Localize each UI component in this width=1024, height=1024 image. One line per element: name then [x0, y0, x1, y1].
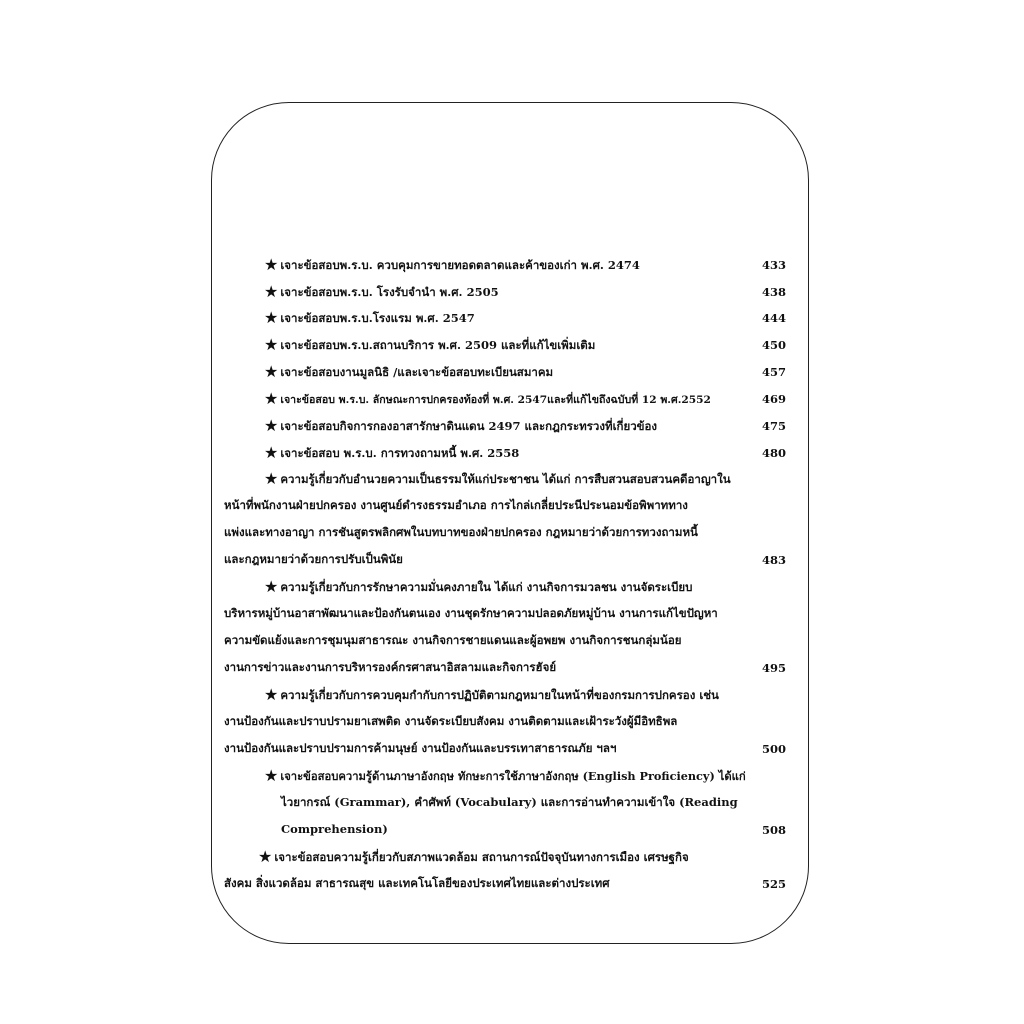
toc-page-number: 457: [762, 365, 787, 379]
toc-page-number: 433: [762, 258, 787, 272]
toc-entry-text: เจาะข้อสอบพ.ร.บ.สถานบริการ พ.ศ. 2509 และที่แก้ไขเพิ่มเติม: [280, 338, 596, 352]
toc-entry-line: ไวยากรณ์ (Grammar), คำศัพท์ (Vocabulary) และการอ่านทำความเข้าใจ (Reading: [281, 795, 738, 809]
star-icon: ★: [264, 443, 279, 462]
toc-page-number: 475: [762, 419, 787, 433]
toc-page-number: 508: [762, 823, 787, 837]
toc-entry-line: แพ่งและทางอาญา การชันสูตรพลิกศพในบทบาทของฝ่ายปกครอง กฎหมายว่าด้วยการทวงถามหนี้: [224, 525, 698, 539]
toc-entry-line: [264, 687, 719, 702]
toc-entry-text: เจาะข้อสอบ พ.ร.บ. การทวงถามหนี้ พ.ศ. 2558: [280, 446, 520, 460]
star-icon: ★: [264, 362, 279, 381]
toc-entry-line: งานป้องกันและปราบปรามยาเสพติด งานจัดระเบียบสังคม งานติดตามและเฝ้าระวังผู้มีอิทธิพล: [224, 714, 678, 728]
toc-entry-line: Comprehension): [281, 822, 388, 836]
toc-entry-text: เจาะข้อสอบ พ.ร.บ. ลักษณะการปกครองท้องที่ พ.ศ. 2547และที่แก้ไขถึงฉบับที่ 12 พ.ศ.2552: [280, 394, 711, 406]
star-icon: ★: [264, 766, 279, 785]
toc-entry-line: ความขัดแย้งและการชุมนุมสาธารณะ งานกิจการชายแดนและผู้อพยพ งานกิจการชนกลุ่มน้อย: [224, 633, 682, 647]
toc-page-number: 483: [762, 553, 787, 567]
toc-entry-text: เจาะข้อสอบพ.ร.บ.โรงแรม พ.ศ. 2547: [280, 311, 475, 325]
star-icon: ★: [264, 577, 279, 596]
toc-entry-text: เจาะข้อสอบพ.ร.บ. โรงรับจำนำ พ.ศ. 2505: [280, 285, 499, 299]
toc-page-number: 500: [762, 742, 787, 756]
toc-entry-line: และกฎหมายว่าด้วยการปรับเป็นพินัย: [224, 552, 403, 566]
star-icon: ★: [264, 308, 279, 327]
star-icon: ★: [264, 416, 279, 435]
toc-page-number: 438: [762, 285, 787, 299]
toc-entry-line: [264, 284, 499, 299]
toc-entry-line: งานการข่าวและงานการบริหารองค์กรศาสนาอิสลามและกิจการฮัจย์: [224, 660, 557, 674]
toc-entry-line: [264, 364, 553, 379]
toc-entry-line: [264, 445, 519, 460]
toc-entry-text: เจาะข้อสอบงานมูลนิธิ /และเจาะข้อสอบทะเบียนสมาคม: [280, 365, 554, 379]
toc-page-number: 444: [762, 311, 787, 325]
toc-entry-text: ความรู้เกี่ยวกับการรักษาความมั่นคงภายใน ได้แก่ งานกิจการมวลชน งานจัดระเบียบ: [280, 580, 693, 594]
toc-entry-line: งานป้องกันและปราบปรามการค้ามนุษย์ งานป้องกันและบรรเทาสาธารณภัย ฯลฯ: [224, 741, 617, 755]
toc-entry-line: [264, 310, 475, 325]
star-icon: ★: [264, 389, 279, 408]
star-icon: ★: [264, 282, 279, 301]
toc-entry-text: ความรู้เกี่ยวกับอำนวยความเป็นธรรมให้แก่ประชาชน ได้แก่ การสืบสวนสอบสวนคดีอาญาใน: [280, 472, 731, 486]
toc-page-number: 525: [762, 877, 787, 891]
toc-page-number: 450: [762, 338, 787, 352]
toc-page-number: 480: [762, 446, 787, 460]
toc-entry-line: บริหารหมู่บ้านอาสาพัฒนาและป้องกันตนเอง งานชุดรักษาความปลอดภัยหมู่บ้าน งานการแก้ไขปัญหา: [224, 606, 718, 620]
star-icon: ★: [258, 847, 273, 866]
toc-entry-line: [264, 579, 692, 594]
toc-entry-text: เจาะข้อสอบความรู้เกี่ยวกับสภาพแวดล้อม สถานการณ์ปัจจุบันทางการเมือง เศรษฐกิจ: [274, 850, 689, 864]
toc-entry-line: สังคม สิ่งแวดล้อม สาธารณสุข และเทคโนโลยีของประเทศไทยและต่างประเทศ: [224, 876, 610, 890]
toc-entry-text: เจาะข้อสอบพ.ร.บ. ควบคุมการขายทอดตลาดและค้าของเก่า พ.ศ. 2474: [280, 258, 640, 272]
toc-entry-line: [264, 471, 731, 486]
toc-entry-text: ความรู้เกี่ยวกับการควบคุมกำกับการปฏิบัติตามกฎหมายในหน้าที่ของกรมการปกครอง เช่น: [280, 688, 719, 702]
toc-entry-line: [264, 768, 746, 783]
star-icon: ★: [264, 469, 279, 488]
toc-entry-text: เจาะข้อสอบความรู้ด้านภาษาอังกฤษ ทักษะการใช้ภาษาอังกฤษ (English Proficiency) ได้แก่: [280, 769, 746, 783]
star-icon: ★: [264, 255, 279, 274]
toc-entry-line: หน้าที่พนักงานฝ่ายปกครอง งานศูนย์ดำรงธรรมอำเภอ การไกล่เกลี่ยประนีประนอมข้อพิพาททาง: [224, 498, 688, 512]
toc-entry-line: [264, 391, 711, 407]
toc-entry-line: [264, 337, 595, 352]
star-icon: ★: [264, 335, 279, 354]
toc-entry-line: [264, 418, 657, 433]
toc-entry-line: [258, 849, 689, 864]
star-icon: ★: [264, 685, 279, 704]
toc-page-number: 469: [762, 392, 787, 406]
toc-entry-text: เจาะข้อสอบกิจการกองอาสารักษาดินแดน 2497 และกฎกระทรวงที่เกี่ยวข้อง: [280, 419, 658, 433]
toc-page-number: 495: [762, 661, 787, 675]
toc-entry-line: [264, 257, 640, 272]
